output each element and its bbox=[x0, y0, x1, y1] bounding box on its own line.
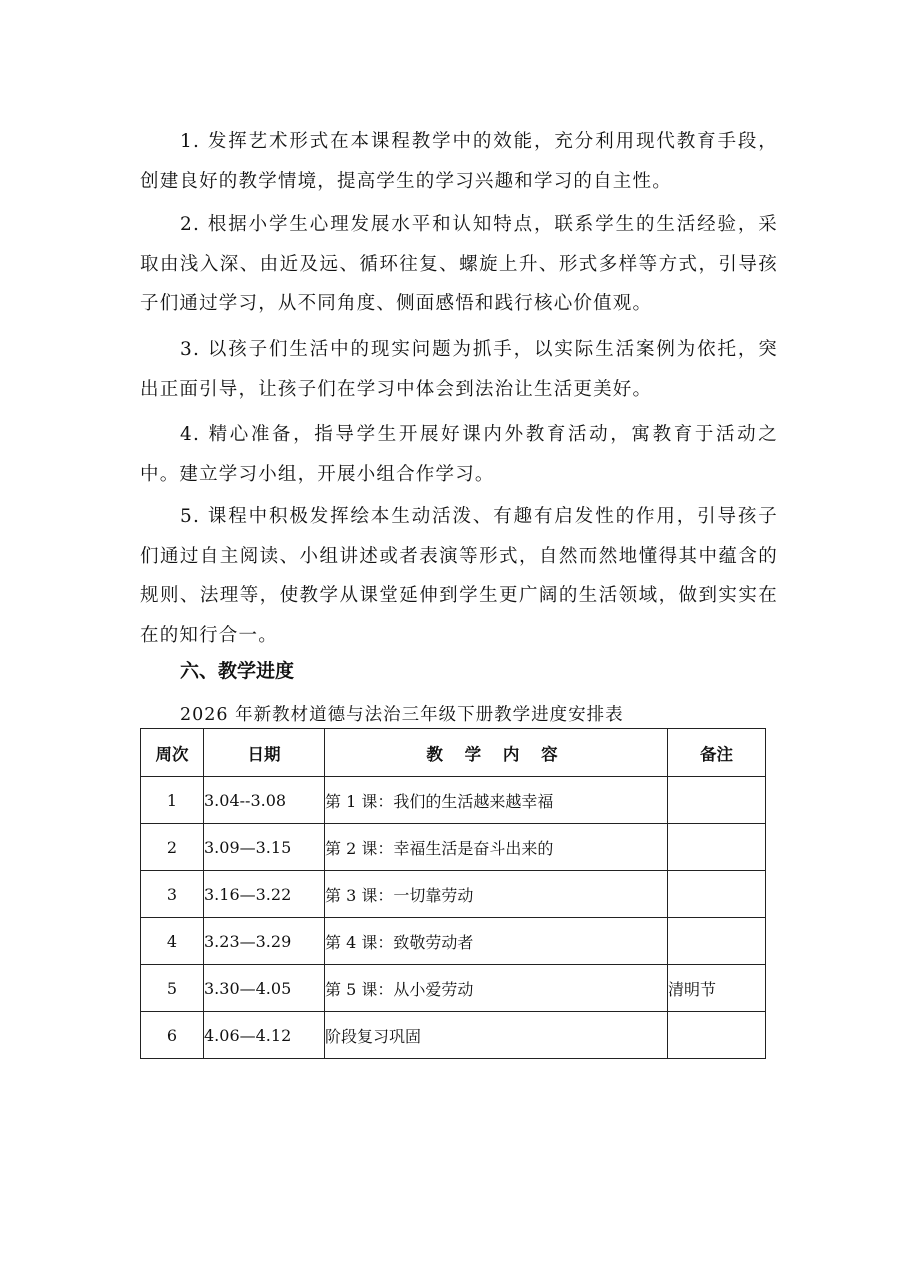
cell-content: 阶段复习巩固 bbox=[325, 1012, 668, 1059]
cell-content: 第 1 课：我们的生活越来越幸福 bbox=[325, 777, 668, 824]
cell-content: 第 2 课：幸福生活是奋斗出来的 bbox=[325, 824, 668, 871]
table-row bbox=[141, 871, 766, 918]
paragraph-4: 4. 精心准备，指导学生开展好课内外教育活动，寓教育于活动之中。建立学习小组，开展小组合作学习。 bbox=[140, 424, 778, 485]
table-row bbox=[141, 965, 766, 1012]
cell-content: 第 4 课：致敬劳动者 bbox=[325, 918, 668, 965]
cell-date: 3.30—4.05 bbox=[204, 965, 325, 1012]
paragraph-1: 1. 发挥艺术形式在本课程教学中的效能，充分利用现代教育手段，创建良好的教学情境，提高学生的学习兴趣和学习的自主性。 bbox=[140, 131, 778, 192]
cell-note bbox=[668, 918, 766, 965]
cell-note bbox=[668, 1012, 766, 1059]
paragraph-2: 2. 根据小学生心理发展水平和认知特点，联系学生的生活经验，采取由浅入深、由近及远、循环往复、螺旋上升、形式多样等方式，引导孩子们通过学习，从不同角度、侧面感悟和践行核心价值观。 bbox=[140, 214, 778, 314]
paragraph-3: 3. 以孩子们生活中的现实问题为抓手，以实际生活案例为依托，突出正面引导，让孩子们在学习中体会到法治让生活更美好。 bbox=[140, 339, 778, 400]
schedule-table bbox=[140, 728, 766, 1059]
header-week: 周次 bbox=[141, 729, 204, 777]
cell-note bbox=[668, 824, 766, 871]
table-header-row bbox=[141, 729, 766, 777]
cell-note: 清明节 bbox=[668, 965, 766, 1012]
cell-content: 第 5 课：从小爱劳动 bbox=[325, 965, 668, 1012]
cell-date: 3.16—3.22 bbox=[204, 871, 325, 918]
table-row bbox=[141, 824, 766, 871]
table-row bbox=[141, 918, 766, 965]
cell-week: 3 bbox=[141, 871, 204, 918]
cell-note bbox=[668, 871, 766, 918]
cell-date: 3.23—3.29 bbox=[204, 918, 325, 965]
cell-date: 3.04--3.08 bbox=[204, 777, 325, 824]
cell-week: 4 bbox=[141, 918, 204, 965]
header-date: 日期 bbox=[204, 729, 325, 777]
table-title: 2026 年新教材道德与法治三年级下册教学进度安排表 bbox=[180, 705, 624, 725]
cell-week: 1 bbox=[141, 777, 204, 824]
cell-date: 3.09—3.15 bbox=[204, 824, 325, 871]
header-note: 备注 bbox=[668, 729, 766, 777]
table-row bbox=[141, 777, 766, 824]
cell-week: 5 bbox=[141, 965, 204, 1012]
cell-week: 2 bbox=[141, 824, 204, 871]
header-content: 教 学 内 容 bbox=[325, 729, 668, 777]
cell-date: 4.06—4.12 bbox=[204, 1012, 325, 1059]
table-row bbox=[141, 1012, 766, 1059]
paragraph-5: 5. 课程中积极发挥绘本生动活泼、有趣有启发性的作用，引导孩子们通过自主阅读、小组讲述或者表演等形式，自然而然地懂得其中蕴含的规则、法理等，使教学从课堂延伸到学生更广阔的生活领域，做到实实在在的知行合一。 bbox=[140, 506, 778, 646]
section-heading: 六、教学进度 bbox=[180, 660, 295, 682]
cell-content: 第 3 课：一切靠劳动 bbox=[325, 871, 668, 918]
cell-note bbox=[668, 777, 766, 824]
cell-week: 6 bbox=[141, 1012, 204, 1059]
